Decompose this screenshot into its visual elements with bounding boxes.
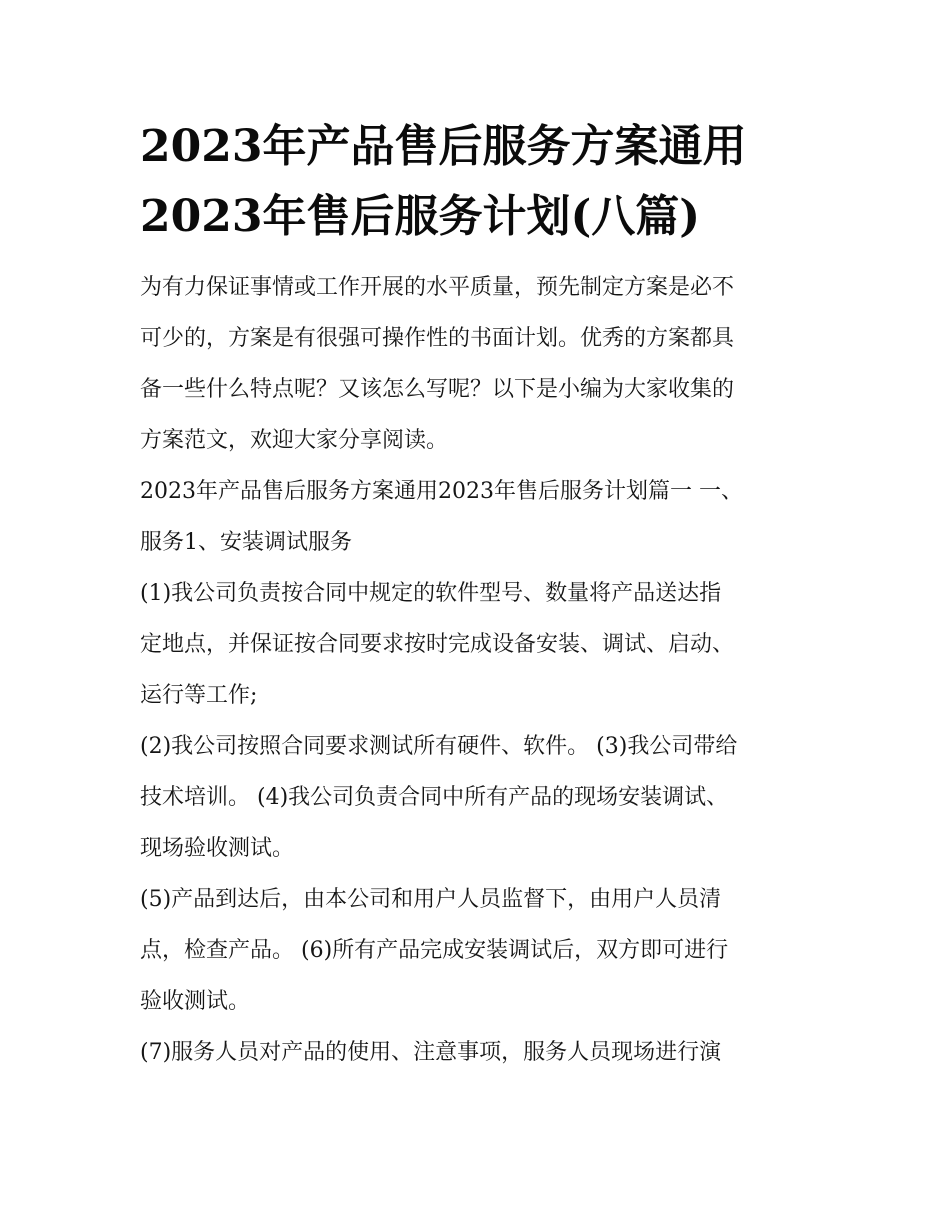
text-line: 备一些什么特点呢？又该怎么写呢？以下是小编为大家收集的: [140, 377, 735, 402]
intro-paragraph: [140, 262, 812, 466]
list-paragraph-7: [140, 1027, 812, 1078]
text-line: (2)我公司按照合同要求测试所有硬件、软件。 (3)我公司带给: [140, 734, 738, 759]
section-heading-paragraph: [140, 466, 812, 568]
document-title: [140, 112, 812, 252]
text-line: 可少的，方案是有很强可操作性的书面计划。优秀的方案都具: [140, 326, 735, 351]
text-line: 为有力保证事情或工作开展的水平质量，预先制定方案是必不: [140, 275, 735, 300]
text-line: 技术培训。 (4)我公司负责合同中所有产品的现场安装调试、: [140, 785, 729, 810]
list-paragraph-2: [140, 721, 812, 874]
text-line: 2023年产品售后服务方案通用2023年售后服务计划篇一 一、: [140, 479, 743, 504]
text-line: (1)我公司负责按合同中规定的软件型号、数量将产品送达指: [140, 581, 722, 606]
title-line: 2023年产品售后服务方案通用: [140, 121, 747, 172]
text-line: 定地点，并保证按合同要求按时完成设备安装、调试、启动、: [140, 632, 735, 657]
text-line: (5)产品到达后，由本公司和用户人员监督下，由用户人员清: [140, 887, 722, 912]
text-line: (7)服务人员对产品的使用、注意事项，服务人员现场进行演: [140, 1040, 722, 1065]
text-line: 方案范文，欢迎大家分享阅读。: [140, 428, 449, 453]
text-line: 服务1、安装调试服务: [140, 530, 352, 555]
text-line: 验收测试。: [140, 989, 251, 1014]
list-paragraph-1: [140, 568, 812, 721]
text-line: 运行等工作;: [140, 683, 258, 708]
list-paragraph-5: [140, 874, 812, 1027]
text-line: 现场验收测试。: [140, 836, 295, 861]
document-content: [140, 112, 812, 1078]
title-line: 2023年售后服务计划(八篇): [140, 191, 701, 242]
text-line: 点，检查产品。 (6)所有产品完成安装调试后，双方即可进行: [140, 938, 729, 963]
